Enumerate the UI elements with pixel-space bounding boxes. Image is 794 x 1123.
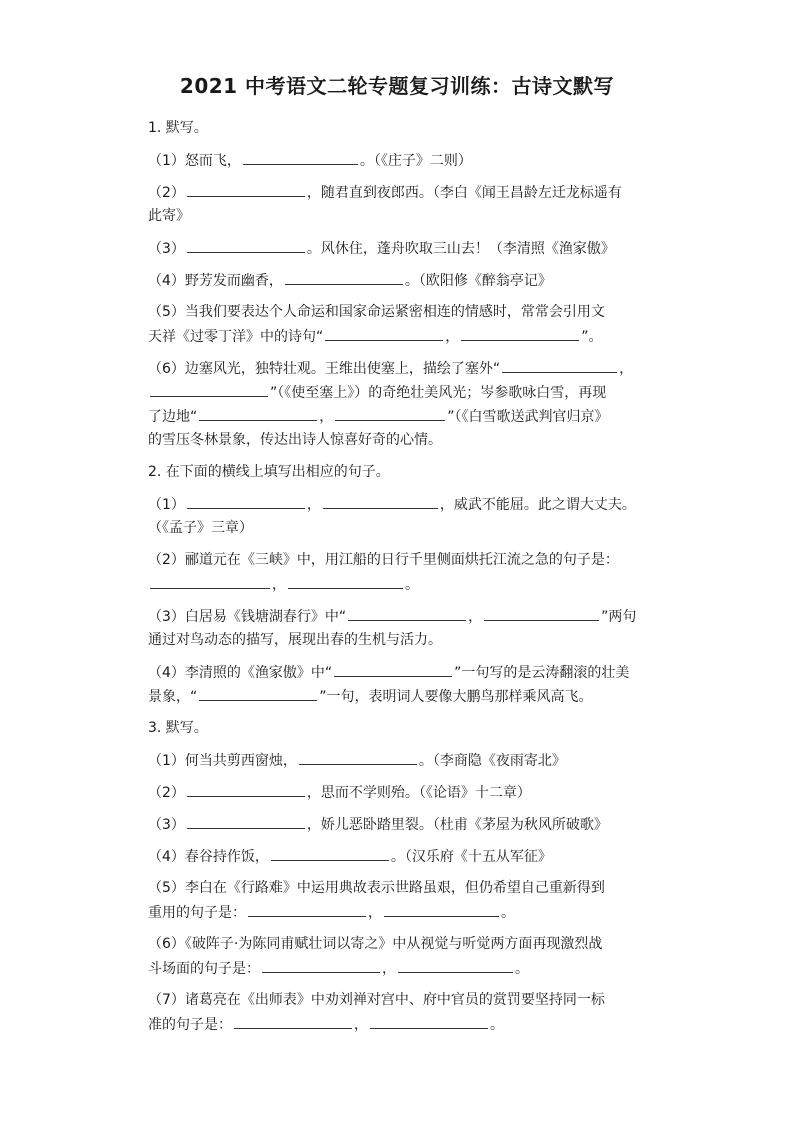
answer-blank[interactable] bbox=[348, 606, 466, 621]
question-line: （3） ，娇儿恶卧踏里裂。（杜甫《茅屋为秋风所破歌》 bbox=[148, 814, 708, 835]
question-line: （2） ，思而不学则殆。（《论语》十二章） bbox=[148, 782, 708, 803]
answer-blank[interactable] bbox=[199, 686, 317, 701]
question-line-cont: 景象，“ ”一句，表明词人要像大鹏鸟那样乘风高飞。 bbox=[148, 686, 708, 707]
question-line-cont: 通过对鸟动态的描写，展现出春的生机与活力。 bbox=[148, 632, 442, 648]
answer-blank[interactable] bbox=[334, 662, 452, 677]
question-line: （6）边塞风光，独特壮观。王维出使塞上，描绘了塞外“ ， bbox=[148, 358, 708, 379]
answer-blank[interactable] bbox=[187, 814, 305, 829]
question-line-cont: 天祥《过零丁洋》中的诗句“ ， ”。 bbox=[148, 326, 708, 347]
section-heading: 1. 默写。 bbox=[148, 120, 208, 136]
question-line: （3）白居易《钱塘湖春行》中“ ， ”两句 bbox=[148, 606, 708, 627]
answer-blank[interactable] bbox=[199, 406, 317, 421]
question-line-cont: 斗场面的句子是： ， 。 bbox=[148, 958, 708, 979]
answer-blank[interactable] bbox=[234, 1014, 352, 1029]
question-line: （2） ，随君直到夜郎西。（李白《闻王昌龄左迁龙标遥有 bbox=[148, 182, 708, 203]
answer-blank[interactable] bbox=[502, 358, 617, 373]
answer-blank[interactable] bbox=[398, 958, 513, 973]
answer-blank[interactable] bbox=[187, 182, 305, 197]
answer-blank[interactable] bbox=[299, 750, 417, 765]
question-line-cont: ”（《使至塞上》）的奇绝壮美风光；岑参歌咏白雪，再现 bbox=[148, 382, 708, 403]
answer-blank[interactable] bbox=[288, 574, 403, 589]
answer-blank[interactable] bbox=[484, 606, 599, 621]
question-line: （5）李白在《行路难》中运用典故表示世路虽艰，但仍希望自己重新得到 bbox=[148, 880, 605, 896]
answer-blank[interactable] bbox=[271, 846, 389, 861]
question-line: （1） ， ，威武不能屈。此之谓大丈夫。 bbox=[148, 494, 708, 515]
question-line: （7）诸葛亮在《出师表》中劝刘禅对宫中、府中官员的赏罚要坚持同一标 bbox=[148, 992, 605, 1008]
question-line: （6）《破阵子·为陈同甫赋壮词以寄之》中从视觉与听觉两方面再现激烈战 bbox=[148, 936, 603, 952]
question-line-cont: 了边地“ ， ”（《白雪歌送武判官归京》 bbox=[148, 406, 708, 427]
answer-blank[interactable] bbox=[335, 406, 445, 421]
question-line-cont: 的雪压冬林景象，传达出诗人惊喜好奇的心情。 bbox=[148, 432, 442, 448]
answer-blank[interactable] bbox=[370, 1014, 488, 1029]
answer-blank[interactable] bbox=[150, 382, 268, 397]
answer-blank[interactable] bbox=[461, 326, 579, 341]
answer-blank[interactable] bbox=[187, 238, 305, 253]
section-heading: 3. 默写。 bbox=[148, 720, 208, 736]
answer-blank[interactable] bbox=[243, 150, 358, 165]
question-line-cont: 准的句子是： ， 。 bbox=[148, 1014, 708, 1035]
question-line: （5）当我们要表达个人命运和国家命运紧密相连的情感时，常常会引用文 bbox=[148, 304, 605, 320]
question-line: （1）何当共剪西窗烛， 。（李商隐《夜雨寄北》 bbox=[148, 750, 708, 771]
question-line-cont: 重用的句子是： ， 。 bbox=[148, 902, 708, 923]
answer-blank[interactable] bbox=[187, 782, 305, 797]
question-line: （1）怒而飞， 。（《庄子》二则） bbox=[148, 150, 708, 171]
question-line-cont: ， 。 bbox=[148, 574, 708, 595]
section-heading: 2. 在下面的横线上填写出相应的句子。 bbox=[148, 464, 390, 480]
question-line: （4）野芳发而幽香， 。（欧阳修《醉翁亭记》 bbox=[148, 270, 708, 291]
answer-blank[interactable] bbox=[384, 902, 499, 917]
answer-blank[interactable] bbox=[150, 574, 270, 589]
answer-blank[interactable] bbox=[262, 958, 380, 973]
answer-blank[interactable] bbox=[248, 902, 366, 917]
question-line-cont: （《孟子》三章） bbox=[148, 520, 253, 536]
question-line-cont: 此寄》 bbox=[148, 208, 190, 224]
answer-blank[interactable] bbox=[285, 270, 403, 285]
question-line: （2）郦道元在《三峡》中，用江船的日行千里侧面烘托江流之急的句子是： bbox=[148, 552, 619, 568]
question-line: （4）李清照的《渔家傲》中“ ”一句写的是云涛翻滚的壮美 bbox=[148, 662, 708, 683]
answer-blank[interactable] bbox=[187, 494, 305, 509]
question-line: （4）春谷持作饭， 。（汉乐府《十五从军征》 bbox=[148, 846, 708, 867]
question-line: （3） 。风休住，蓬舟吹取三山去！（李清照《渔家傲》 bbox=[148, 238, 708, 259]
page-title: 2021 中考语文二轮专题复习训练：古诗文默写 bbox=[179, 74, 615, 98]
answer-blank[interactable] bbox=[325, 326, 443, 341]
answer-blank[interactable] bbox=[323, 494, 438, 509]
